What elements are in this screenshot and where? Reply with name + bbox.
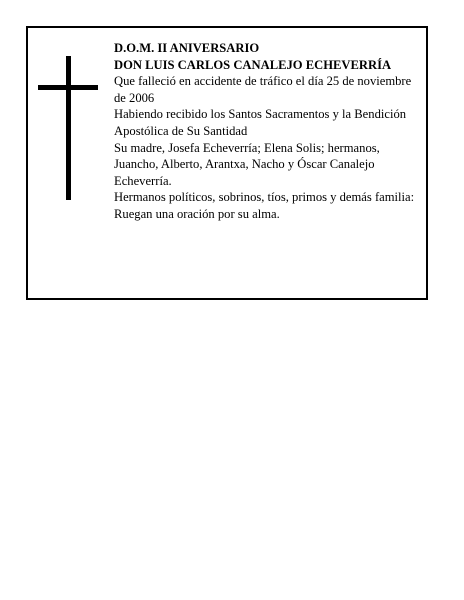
deceased-name: DON LUIS CARLOS CANALEJO ECHEVERRÍA [114, 57, 392, 72]
cross-icon [38, 56, 98, 200]
death-circumstance: Que falleció en accidente de tráfico el día 25 de noviembre de 2006 [114, 74, 412, 105]
sacraments-text: Habiendo recibido los Santos Sacramentos y la Bendición Apostólica de Su Santidad [114, 107, 407, 138]
cross-horizontal-bar [38, 85, 98, 90]
notice-text [114, 40, 420, 223]
family-list: Su madre, Josefa Echeverría; Elena Solis; hermanos, Juancho, Alberto, Arantxa, Nacho y Óscar Canalejo Echeverría. [114, 140, 380, 188]
notice-heading: D.O.M. II ANIVERSARIO [114, 41, 260, 55]
obituary-notice [26, 26, 428, 300]
extended-family: Hermanos políticos, sobrinos, tíos, primos y demás familia: [114, 190, 415, 205]
prayer-request: Ruegan una oración por su alma. [114, 206, 280, 221]
cross-vertical-bar [66, 56, 71, 200]
